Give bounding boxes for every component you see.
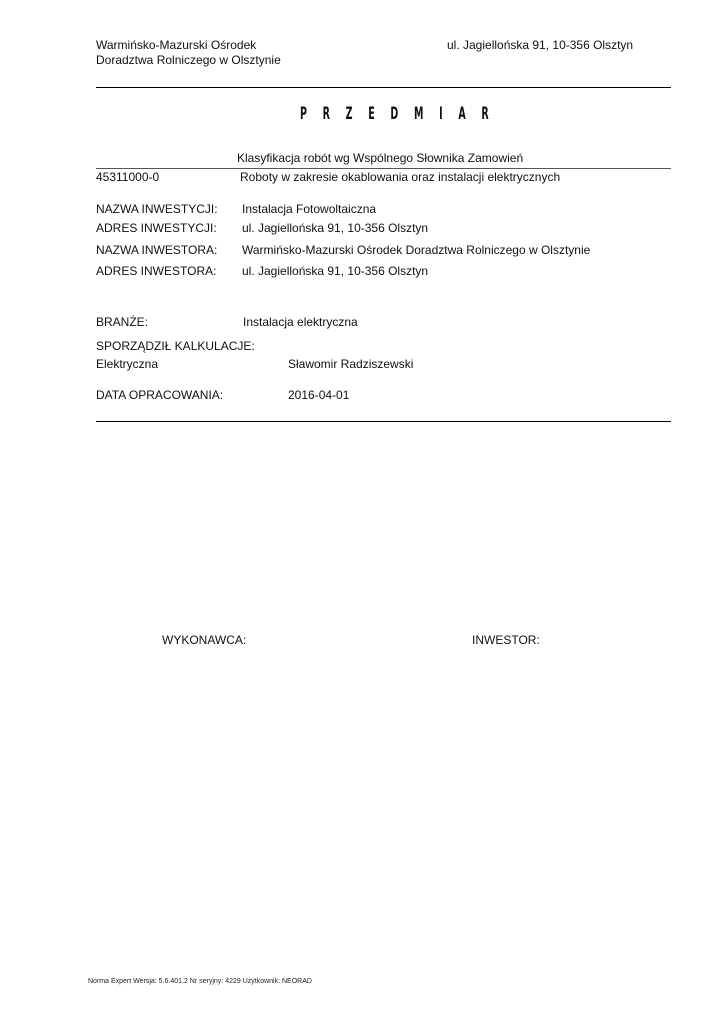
field-label-investor-name: NAZWA INWESTORA:	[96, 243, 218, 257]
branze-label: BRANŻE:	[96, 315, 149, 329]
signature-inwestor: INWESTOR:	[472, 633, 540, 647]
classification-heading: Klasyfikacja robót wg Wspólnego Słownika Zamowień	[237, 151, 524, 165]
kalkulacje-branch: Elektryczna	[96, 357, 159, 371]
classification-code: 45311000-0	[96, 170, 160, 184]
branze-value: Instalacja elektryczna	[243, 315, 358, 329]
section-divider	[96, 421, 671, 422]
org-name-line2: Doradztwa Rolniczego w Olsztynie	[96, 53, 281, 67]
field-label-investment-address: ADRES INWESTYCJI:	[96, 221, 217, 235]
date-label: DATA OPRACOWANIA:	[96, 388, 224, 402]
page-title: P R Z E D M I A R	[300, 104, 495, 124]
field-value-investment-address: ul. Jagiellońska 91, 10-356 Olsztyn	[242, 221, 429, 235]
org-name-line1: Warmińsko-Mazurski Ośrodek	[96, 38, 257, 52]
org-address: ul. Jagiellońska 91, 10-356 Olsztyn	[447, 38, 634, 52]
footer-software-info: Norma Expert Wersja: 5.6.401.2 Nr seryjny: 4229 Użytkownik: NEORAD	[88, 978, 312, 985]
field-label-investment-name: NAZWA INWESTYCJI:	[96, 202, 218, 216]
field-label-investor-address: ADRES INWESTORA:	[96, 264, 217, 278]
classification-description: Roboty w zakresie okablowania oraz instalacji elektrycznych	[240, 170, 561, 184]
field-value-investment-name: Instalacja Fotowoltaiczna	[242, 202, 377, 216]
header-divider	[96, 87, 671, 88]
date-value: 2016-04-01	[288, 388, 350, 402]
kalkulacje-person: Sławomir Radziszewski	[288, 357, 414, 371]
kalkulacje-label: SPORZĄDZIŁ KALKULACJE:	[96, 339, 255, 353]
signature-wykonawca: WYKONAWCA:	[162, 633, 247, 647]
field-value-investor-name: Warmińsko-Mazurski Ośrodek Doradztwa Rolniczego w Olsztynie	[242, 243, 591, 257]
field-value-investor-address: ul. Jagiellońska 91, 10-356 Olsztyn	[242, 264, 429, 278]
classification-divider	[96, 168, 671, 169]
